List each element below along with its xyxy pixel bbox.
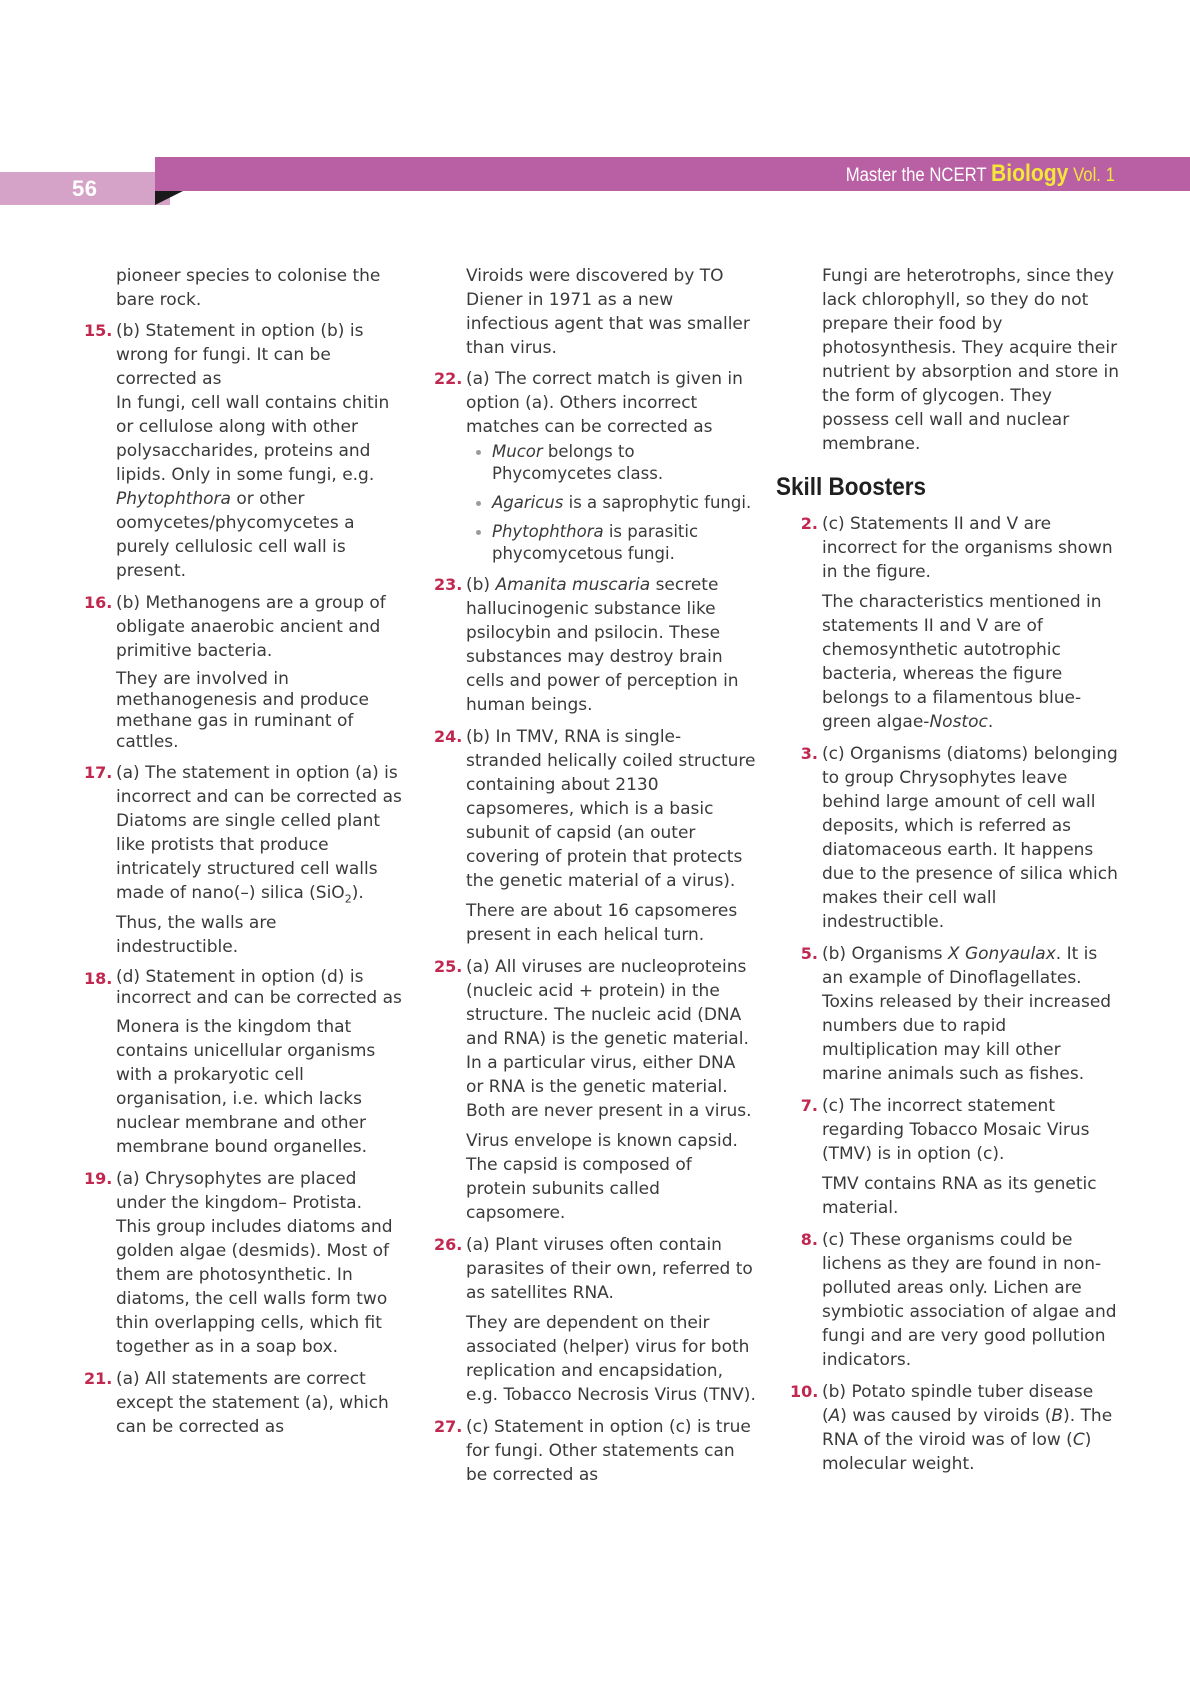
answer-body-text: .	[987, 712, 994, 732]
answer-body: ). Thus, the walls are indestructible.	[116, 883, 364, 958]
list-item-text: is parasitic phycomycetous fungi.	[492, 522, 699, 563]
book-title	[846, 160, 1115, 188]
organism-name: Phytophthora	[492, 522, 604, 541]
answer-label: C	[1072, 1430, 1085, 1450]
answer-label: B	[1051, 1406, 1064, 1426]
answer-25	[434, 955, 756, 1225]
booster-8	[790, 1228, 1122, 1372]
answer-number: 17.	[84, 763, 113, 782]
answer-21	[84, 1367, 402, 1439]
answer-body-text: The characteristics mentioned in statements II and V are of chemosynthetic autotrophic bacteria, whereas the figure belongs to a filamentous blue-green algae-	[822, 592, 1102, 732]
answer-label: A	[828, 1406, 841, 1426]
col1-intro: pioneer species to colonise the bare rock.	[116, 266, 381, 310]
answer-body: They are involved in methanogenesis and produce methane gas in ruminant of cattles.	[116, 669, 369, 752]
booster-5	[790, 942, 1122, 1086]
list-item-text: belongs to Phycomycetes class.	[492, 442, 664, 483]
answer-text: (a) The statement in option (a) is incorrect and can be corrected as	[116, 763, 402, 807]
book-title-subject: Biology	[991, 160, 1069, 187]
answer-number: 21.	[84, 1369, 113, 1389]
answer-text: (a) Chrysophytes are placed under the kingdom– Protista. This group includes diatoms and golden algae (desmids). Most of them are photosynthetic. In diatoms, the cell walls form two thin overlapping cells, which fit together as in a soap box.	[116, 1169, 393, 1358]
answer-text: secrete hallucinogenic substance like psilocybin and psilocin. These substances may destroy brain cells and power of perception in human beings.	[466, 575, 739, 715]
answer-number: 26.	[434, 1235, 463, 1254]
column-1	[84, 264, 402, 1447]
answer-17	[84, 761, 402, 959]
organism-name: Agaricus	[492, 493, 564, 512]
organism-name: Amanita muscaria	[495, 575, 651, 595]
answer-19	[84, 1167, 402, 1359]
answer-body: There are about 16 capsomeres present in each helical turn.	[466, 901, 738, 945]
answer-27	[434, 1415, 756, 1487]
answer-text: ). The RNA of the viroid was of low (	[822, 1406, 1113, 1450]
answer-18	[84, 967, 402, 1159]
answer-23	[434, 573, 756, 717]
page-number: 56	[72, 176, 98, 201]
book-title-prefix: Master the NCERT	[845, 165, 987, 186]
answer-text: (c) The incorrect statement regarding Tobacco Mosaic Virus (TMV) is in option (c).	[822, 1096, 1090, 1164]
answer-text: (b)	[466, 575, 491, 595]
answer-text: (c) Statements II and V are incorrect for the organisms shown in the figure.	[822, 514, 1113, 582]
list-item	[466, 441, 756, 485]
column-3	[776, 264, 1122, 1484]
match-list	[466, 441, 756, 565]
answer-text: ) molecular weight.	[822, 1430, 1092, 1474]
answer-body: In fungi, cell wall contains chitin or cellulose along with other polysaccharides, proteins and lipids. Only in some fungi, e.g.	[116, 393, 390, 485]
answer-24	[434, 725, 756, 947]
answer-number: 25.	[434, 957, 463, 976]
list-item-text: is a saprophytic fungi.	[568, 493, 752, 512]
answer-body: Diatoms are single celled plant like protists that produce intricately structured cell walls made of nano(–) silica (SiO	[116, 811, 381, 903]
answer-text: (a) The correct match is given in option (a). Others incorrect matches can be corrected as	[466, 369, 743, 437]
answer-number: 23.	[434, 575, 463, 594]
answer-text: (c) Statement in option (c) is true for fungi. Other statements can be corrected as	[466, 1417, 751, 1485]
answer-body: TMV contains RNA as its genetic material.	[822, 1174, 1097, 1218]
answer-text: (b) Statement in option (b) is wrong for fungi. It can be corrected as	[116, 321, 364, 389]
answer-number: 3.	[800, 744, 818, 763]
answer-number: 19.	[84, 1169, 113, 1189]
answer-subscript: 2	[344, 892, 352, 906]
organism-name: Nostoc	[929, 712, 988, 732]
booster-2	[790, 512, 1122, 734]
answer-text: (b) Methanogens are a group of obligate anaerobic ancient and primitive bacteria.	[116, 593, 386, 661]
answer-text: (c) Organisms (diatoms) belonging to group Chrysophytes leave behind large amount of cell wall deposits, which is referred as diatomaceous earth. It happens due to the presence of silica which makes their cell wall indestructible.	[822, 744, 1118, 932]
answer-number: 18.	[84, 969, 113, 989]
list-item	[466, 521, 756, 565]
answer-text: . It is an example of Dinoflagellates. Toxins released by their increased numbers due to rapid multiplication may kill other marine animals such as fishes.	[822, 944, 1112, 1084]
answer-body: They are dependent on their associated (helper) virus for both replication and encapsidation, e.g. Tobacco Necrosis Virus (TNV).	[466, 1313, 756, 1405]
answer-text: (a) All viruses are nucleoproteins (nucleic acid + protein) in the structure. The nucleic acid (DNA and RNA) is the genetic material. In a particular virus, either DNA or RNA is the genetic material. Both are never present in a virus.	[466, 957, 752, 1121]
booster-3	[790, 742, 1122, 934]
answer-number: 8.	[800, 1230, 818, 1249]
organism-name: Mucor	[492, 442, 543, 461]
booster-10	[790, 1380, 1122, 1476]
header-fold	[155, 191, 183, 205]
book-title-volume: Vol. 1	[1073, 165, 1115, 186]
answer-text: (a) All statements are correct except the statement (a), which can be corrected as	[116, 1369, 389, 1438]
answer-number: 16.	[84, 593, 113, 612]
answer-text: (b) In TMV, RNA is single-stranded helically coiled structure containing about 2130 capsomeres, which is a basic subunit of capsid (an outer covering of protein that protects the genetic material of a virus).	[466, 727, 756, 891]
list-item	[466, 492, 756, 514]
answer-number: 2.	[800, 514, 818, 533]
answer-text: (d) Statement in option (d) is incorrect and can be corrected as	[116, 967, 402, 1009]
answer-15	[84, 319, 402, 583]
answer-text: (c) These organisms could be lichens as they are found in non-polluted areas only. Lichen are symbiotic association of algae and fungi and are very good pollution indicators.	[822, 1230, 1117, 1370]
col2-intro: Viroids were discovered by TO Diener in 1971 as a new infectious agent that was smaller than virus.	[466, 266, 750, 358]
organism-name: X Gonyaulax	[947, 944, 1056, 964]
booster-7	[790, 1094, 1122, 1220]
answer-body: or other oomycetes/phycomycetes a purely cellulosic cell wall is present.	[116, 489, 355, 581]
answer-body: Virus envelope is known capsid. The capsid is composed of protein subunits called capsomere.	[466, 1131, 738, 1223]
answer-body: Monera is the kingdom that contains unicellular organisms with a prokaryotic cell organisation, i.e. which lacks nuclear membrane and other membrane bound organelles.	[116, 1017, 376, 1158]
answer-number: 10.	[790, 1382, 819, 1401]
answer-16	[84, 591, 402, 753]
answer-text: (a) Plant viruses often contain parasites of their own, referred to as satellites RNA.	[466, 1235, 753, 1303]
answer-body-italic: Phytophthora	[116, 489, 231, 509]
answer-body	[822, 590, 1122, 734]
answer-text: (b) Potato spindle tuber disease (	[822, 1382, 1094, 1426]
answer-number: 7.	[800, 1096, 818, 1115]
col3-intro: Fungi are heterotrophs, since they lack chlorophyll, so they do not prepare their food by photosynthesis. They acquire their nutrient by absorption and store in the form of glycogen. They possess cell wall and nuclear membrane.	[822, 266, 1119, 454]
answer-number: 27.	[434, 1417, 463, 1436]
section-heading: Skill Boosters	[776, 473, 927, 501]
answer-text: ) was caused by viroids (	[840, 1406, 1052, 1426]
answer-number: 5.	[800, 944, 818, 963]
answer-text: (b) Organisms	[822, 944, 943, 964]
answer-number: 24.	[434, 727, 463, 746]
answer-number: 22.	[434, 369, 463, 388]
answer-22	[434, 367, 756, 565]
column-2	[434, 264, 756, 1495]
answer-26	[434, 1233, 756, 1407]
answer-number: 15.	[84, 321, 113, 340]
